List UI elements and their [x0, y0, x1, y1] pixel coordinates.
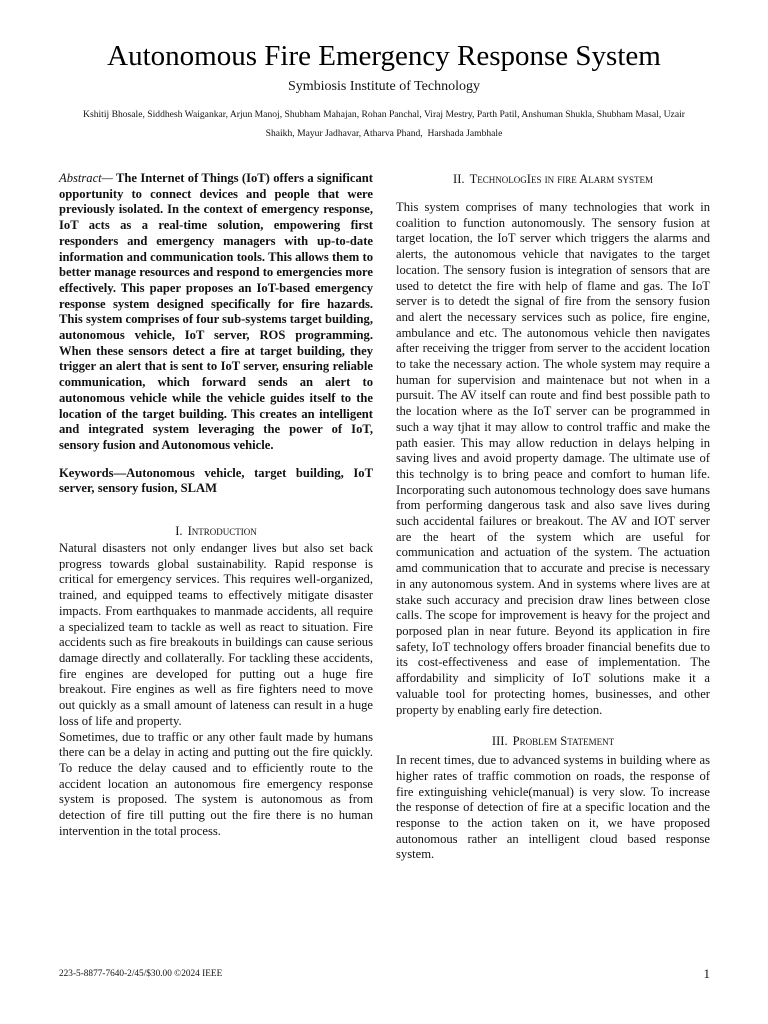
- section-heading-introduction: [59, 523, 373, 539]
- authors-line-2: Shaikh, Mayur Jadhavar, Atharva Phand, Harshada Jambhale: [265, 128, 503, 139]
- section-number: III.: [491, 734, 508, 749]
- section-number: I.: [175, 524, 183, 539]
- paper-title: Autonomous Fire Emergency Response System: [107, 40, 661, 72]
- page-number: 1: [703, 966, 710, 981]
- affiliation: Symbiosis Institute of Technology: [287, 79, 481, 94]
- section-title: TechnologIes in fire Alarm system: [469, 172, 653, 186]
- introduction-paragraph-1: Natural disasters not only endanger lives but also set back progress towards global sustainability. Rapid response is critical for emergency services. This requires well-organized, trained, and equipped teams to effectively mitigate disaster impacts. From earthquakes to manmade accidents, all require a specialized team to tackle as well as react to situation. Fire accidents such as fire breakouts in buildings can cause serious damage directly and collaterally. For tackling these accidents, fire engines are developed for putting out a huge fire breakout. Fire engines as well as fire fighters need to move out quickly as a small amount of lateness can result in a huge loss of life and property.: [59, 541, 373, 728]
- section-title: Introduction: [187, 524, 257, 539]
- abstract: [59, 171, 373, 454]
- problem-statement-paragraph: In recent times, due to advanced systems in building where as higher rates of traffic commotion on roads, the response of fire extinguishing vehicle(manual) is very slow. To increase the response of detection of fire at a specific location and the response to the action taken on it, we have proposed autonomous rather an intelligent cloud based response system.: [396, 753, 710, 862]
- section-number: II.: [453, 172, 465, 186]
- keywords: Keywords—Autonomous vehicle, target building, IoT server, sensory fusion, SLAM: [59, 465, 373, 496]
- section-title: Problem Statement: [512, 734, 615, 749]
- authors-line-1: Kshitij Bhosale, Siddhesh Waigankar, Arjun Manoj, Shubham Mahajan, Rohan Panchal, Viraj Mestry, Parth Patil, Anshuman Shukla, Shubham Masal, Uzair: [83, 109, 685, 120]
- introduction-paragraph-2: Sometimes, due to traffic or any other fault made by humans there can be a delay in acting and putting out the fire quickly. To reduce the delay caused and to efficiently route to the accident location an autonomous fire emergency response system is proposed. The system is autonomous as from detection of fire till putting out the fire there is no human intervention in the total process.: [59, 729, 373, 838]
- abstract-lead: Abstract—: [59, 171, 113, 185]
- author-list: [60, 105, 708, 143]
- copyright-notice: 223-5-8877-7640-2/45/$30.00 ©2024 IEEE: [59, 969, 223, 979]
- right-column: [396, 171, 710, 863]
- left-column: [59, 171, 373, 839]
- section-heading-technologies: [396, 171, 710, 187]
- technologies-paragraph: This system comprises of many technologies that work in coalition to function autonomously. The sensory fusion at target location, the IoT server which triggers the alarms and alerts, the autonomous vehicle that navigates to the target location. The sensory fusion is integration of sensors that are used to detetct the fire with help of flame and gas. The IoT server is to detedt the signal of fire from the sensory fusion and alert the necessary services such as police, fire engine, ambulance and etc. The autonomous vehicle then navigates after receiving the trigger from server to the accident location to take the necessary action. The whole system may require a human for supervision and maintenace but not when in a pursuit. The AV itself can route and find best possible path to the location where as the IoT server can be programmed in such a way tjhat it may allow to control traffic and make the path easier. This may allow reduction in delays helping in saving lives and avoid property damage. The ultimate use of this technolgy is to bring peace and comfort to human life. Incorporating such autonomous technology does save humans from performing dangerous task and also save lives during such accidental failures or breakout. The AV and IOT server are the heart of the system which are useful for communication and actuation of the system. The actuation amd communication that to accurate and precise is necessary in any autonomous system. And in systems where lives are at stake such accuracy and precision draw lines between close calls. The scope for improvement is heavy for the project and porposed plan in near future. Beyond its application in fire safety, IoT technology offers broader financial benefits due to its cost-effectiveness and ease of implementation. The affordability and simplicity of IoT solutions make it a valuable tool for protecting homes, businesses, and other property by enabling early fire detection.: [396, 200, 710, 717]
- section-heading-problem-statement: [396, 733, 710, 749]
- abstract-text: The Internet of Things (IoT) offers a significant opportunity to connect devices and people that were previously isolated. In the context of emergency response, IoT acts as a real-time solution, empowering first responders and emergency managers with up-to-date information and communication tools. This allows them to better manage resources and respond to emergencies more effectively. This paper proposes an IoT-based emergency response system designed specifically for fire hazards. This system comprises of four sub-systems target building, autonomous vehicle, IoT server, ROS programming. When these sensors detect a fire at target building, they trigger an alert that is sent to IoT server, ensuring reliable communication, which forward sends an alert to autonomous vehicle while the vehicle guides itself to the location of the target building. This creates an intelligent and integrated system leveraging the power of IoT, sensory fusion and Autonomous vehicle.: [59, 171, 373, 452]
